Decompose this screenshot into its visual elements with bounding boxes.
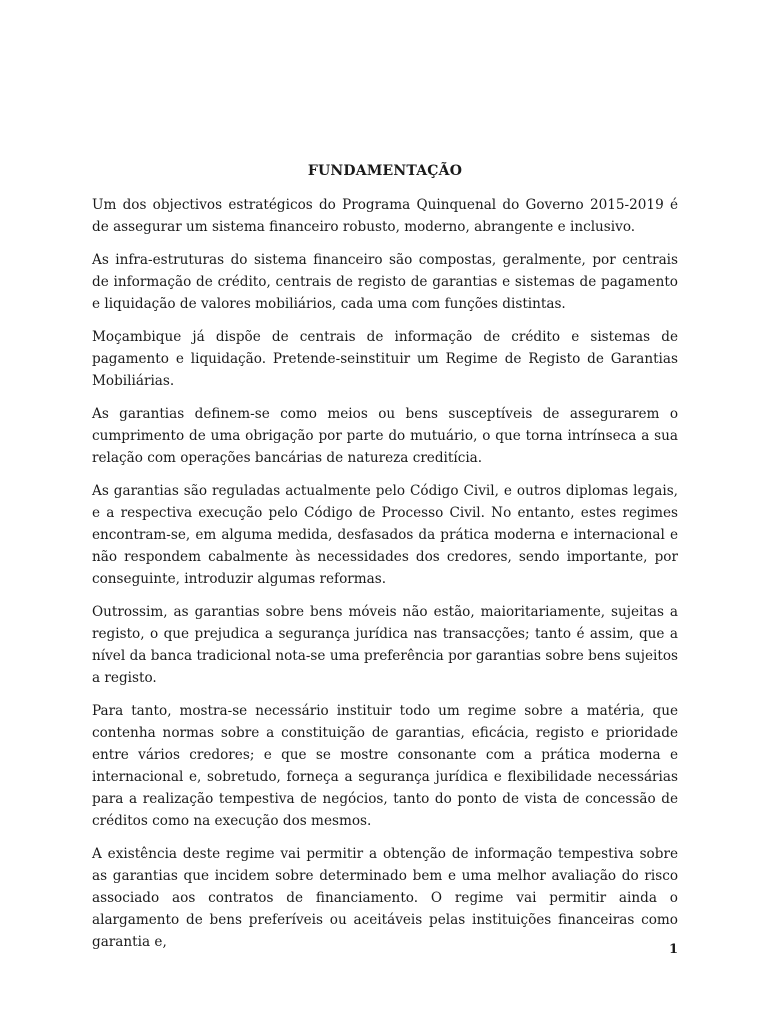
document-title: FUNDAMENTAÇÃO [307, 163, 463, 179]
document-page [92, 160, 678, 964]
paragraph: As garantias são reguladas actualmente pelo Código Civil, e outros diplomas legais, e a respectiva execução pelo Código de Processo Civil. No entanto, estes regimes encontram-se, em alguma medida, desfasados da prática moderna e internacional e não respondem cabalmente às necessidades dos credores, sendo importante, por conseguinte, introduzir algumas reformas. [92, 483, 678, 587]
paragraph: Para tanto, mostra-se necessário instituir todo um regime sobre a matéria, que contenha normas sobre a constituição de garantias, eficácia, registo e prioridade entre vários credores; e que se mostre consonante com a prática moderna e internacional e, sobretudo, forneça a segurança jurídica e flexibilidade necessárias para a realização tempestiva de negócios, tanto do ponto de vista de concessão de créditos como na execução dos mesmos. [92, 703, 678, 829]
paragraph: A existência deste regime vai permitir a obtenção de informação tempestiva sobre as garantias que incidem sobre determinado bem e uma melhor avaliação do risco associado aos contratos de financiamento. O regime vai permitir ainda o alargamento de bens preferíveis ou aceitáveis pelas instituições financeiras como garantia e, [92, 846, 678, 950]
paragraph: As garantias definem-se como meios ou bens susceptíveis de assegurarem o cumprimento de uma obrigação por parte do mutuário, o que torna intrínseca a sua relação com operações bancárias de natureza creditícia. [92, 406, 678, 466]
paragraph: Moçambique já dispõe de centrais de informação de crédito e sistemas de pagamento e liquidação. Pretende-seinstituir um Regime de Registo de Garantias Mobiliárias. [92, 329, 678, 389]
paragraph: Um dos objectivos estratégicos do Programa Quinquenal do Governo 2015-2019 é de assegurar um sistema financeiro robusto, moderno, abrangente e inclusivo. [92, 197, 678, 235]
page-number: 1 [668, 942, 678, 957]
paragraph: As infra-estruturas do sistema financeiro são compostas, geralmente, por centrais de informação de crédito, centrais de registo de garantias e sistemas de pagamento e liquidação de valores mobiliários, cada uma com funções distintas. [92, 252, 678, 312]
paragraph: Outrossim, as garantias sobre bens móveis não estão, maioritariamente, sujeitas a registo, o que prejudica a segurança jurídica nas transacções; tanto é assim, que a nível da banca tradicional nota-se uma preferência por garantias sobre bens sujeitos a registo. [92, 604, 678, 686]
